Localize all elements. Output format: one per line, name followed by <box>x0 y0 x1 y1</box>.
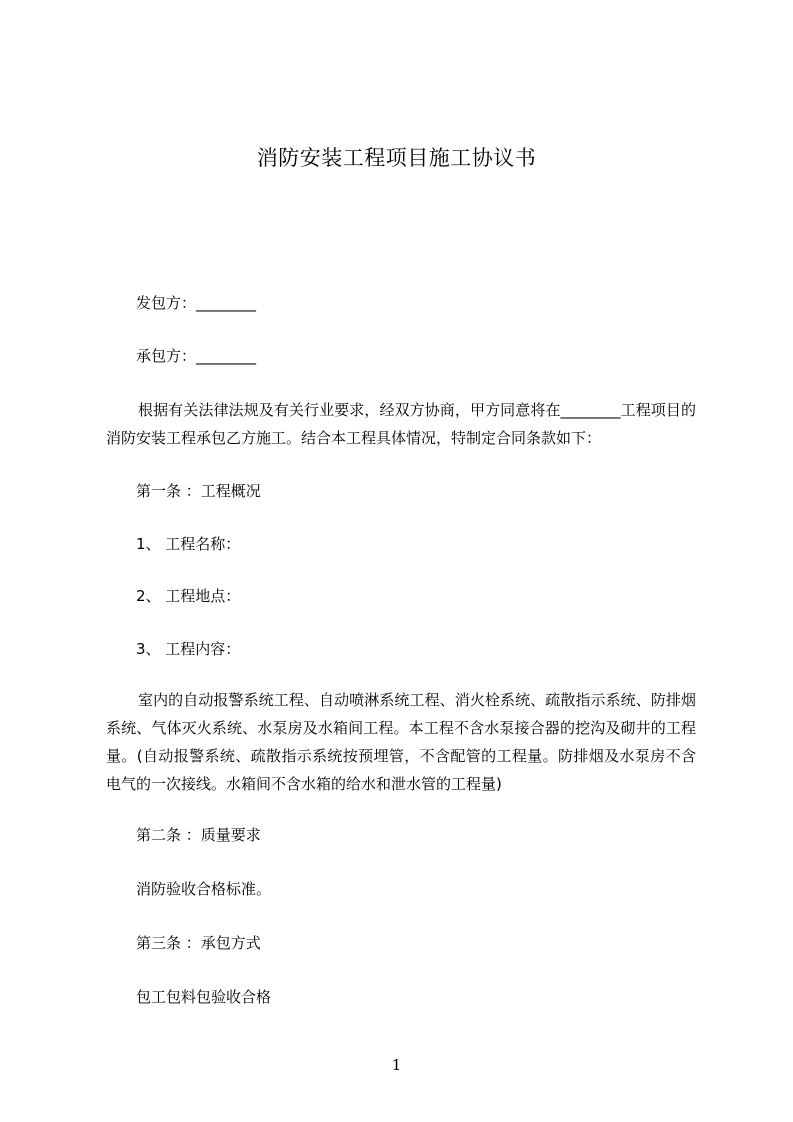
party-a-line: 发包方：________ <box>136 294 257 312</box>
project-content-item: 3、 工程内容： <box>136 640 241 658</box>
project-location-item: 2、 工程地点： <box>136 587 241 605</box>
document-title: 消防安装工程项目施工协议书 <box>256 146 537 170</box>
scope-paragraph: 室内的自动报警系统工程、自动喷淋系统工程、消火栓系统、疏散指示系统、防排烟系统、气体灭火系统、水泵房及水箱间工程。本工程不含水泵接合器的挖沟及砌井的工程量。(自动报警系统、疏散指示系统按预埋管，不含配管的工程量。防排烟及水泵房不含电气的一次接线。水箱间不含水箱的给水和泄水管的工程量) <box>106 691 696 793</box>
article3-text: 包工包料包验收合格 <box>136 988 272 1006</box>
page-number: 1 <box>391 1056 402 1074</box>
party-b-line: 承包方：________ <box>136 347 257 365</box>
article3-heading: 第三条 ：承包方式 <box>136 934 261 952</box>
article2-text: 消防验收合格标准。 <box>136 880 272 898</box>
article2-heading: 第二条 ：质量要求 <box>136 826 261 844</box>
article1-heading: 第一条 ：工程概况 <box>136 482 261 500</box>
project-name-item: 1、 工程名称： <box>136 535 241 553</box>
intro-paragraph: 根据有关法律法规及有关行业要求，经双方协商，甲方同意将在________工程项目的消防安装工程承包乙方施工。结合本工程具体情况，特制定合同条款如下： <box>106 401 696 447</box>
